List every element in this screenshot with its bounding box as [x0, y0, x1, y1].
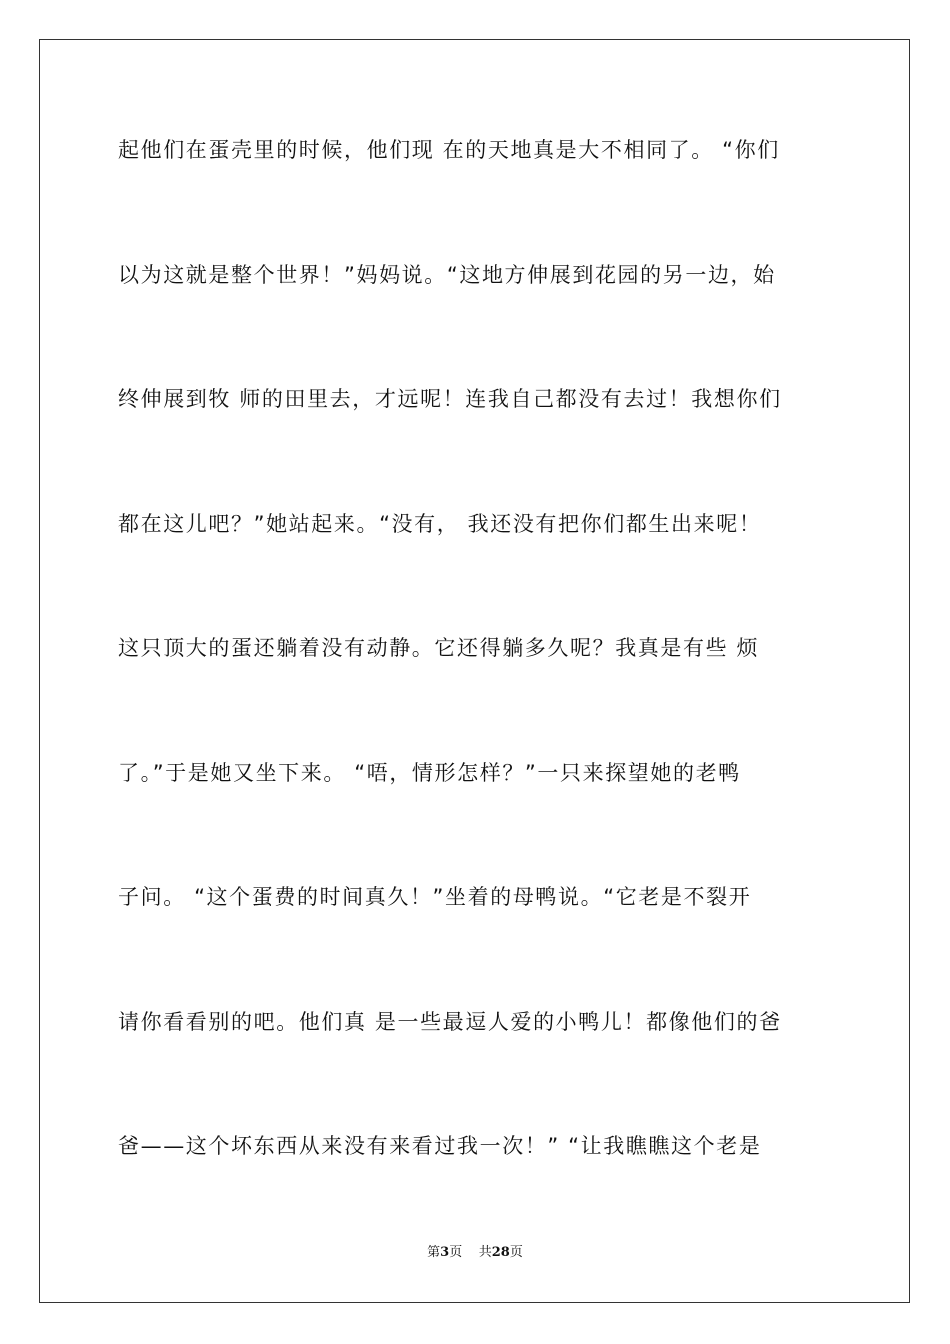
text-line: 以为这就是整个世界！”妈妈说。“这地方伸展到花园的另一边，始: [118, 263, 776, 287]
text-line: 请你看看别的吧。他们真 是一些最逗人爱的小鸭儿！都像他们的爸: [118, 1010, 782, 1034]
text-line: 都在这儿吧？”她站起来。“没有， 我还没有把你们都生出来呢！: [118, 512, 762, 536]
total-suffix: 页: [509, 1245, 523, 1260]
total-pages: 28: [491, 1245, 510, 1260]
page-prefix: 第: [427, 1245, 441, 1260]
text-line: 起他们在蛋壳里的时候，他们现 在的天地真是大不相同了。 “你们: [118, 138, 780, 162]
page-border: [39, 39, 910, 1303]
page-number: 3: [440, 1245, 450, 1260]
total-prefix: 共: [478, 1245, 492, 1260]
text-line: 终伸展到牧 师的田里去，才远呢！连我自己都没有去过！我想你们: [118, 387, 782, 411]
page-suffix: 页: [449, 1245, 463, 1260]
text-line: 子问。 “这个蛋费的时间真久！”坐着的母鸭说。“它老是不裂开: [118, 885, 752, 909]
text-line: 爸——这个坏东西从来没有来看过我一次！” “让我瞧瞧这个老是: [118, 1134, 762, 1158]
text-line: 了。”于是她又坐下来。 “唔，情形怎样？”一只来探望她的老鸭: [118, 761, 741, 785]
text-line: 这只顶大的蛋还躺着没有动静。它还得躺多久呢？我真是有些 烦: [118, 636, 760, 660]
page-footer: [0, 1244, 950, 1262]
